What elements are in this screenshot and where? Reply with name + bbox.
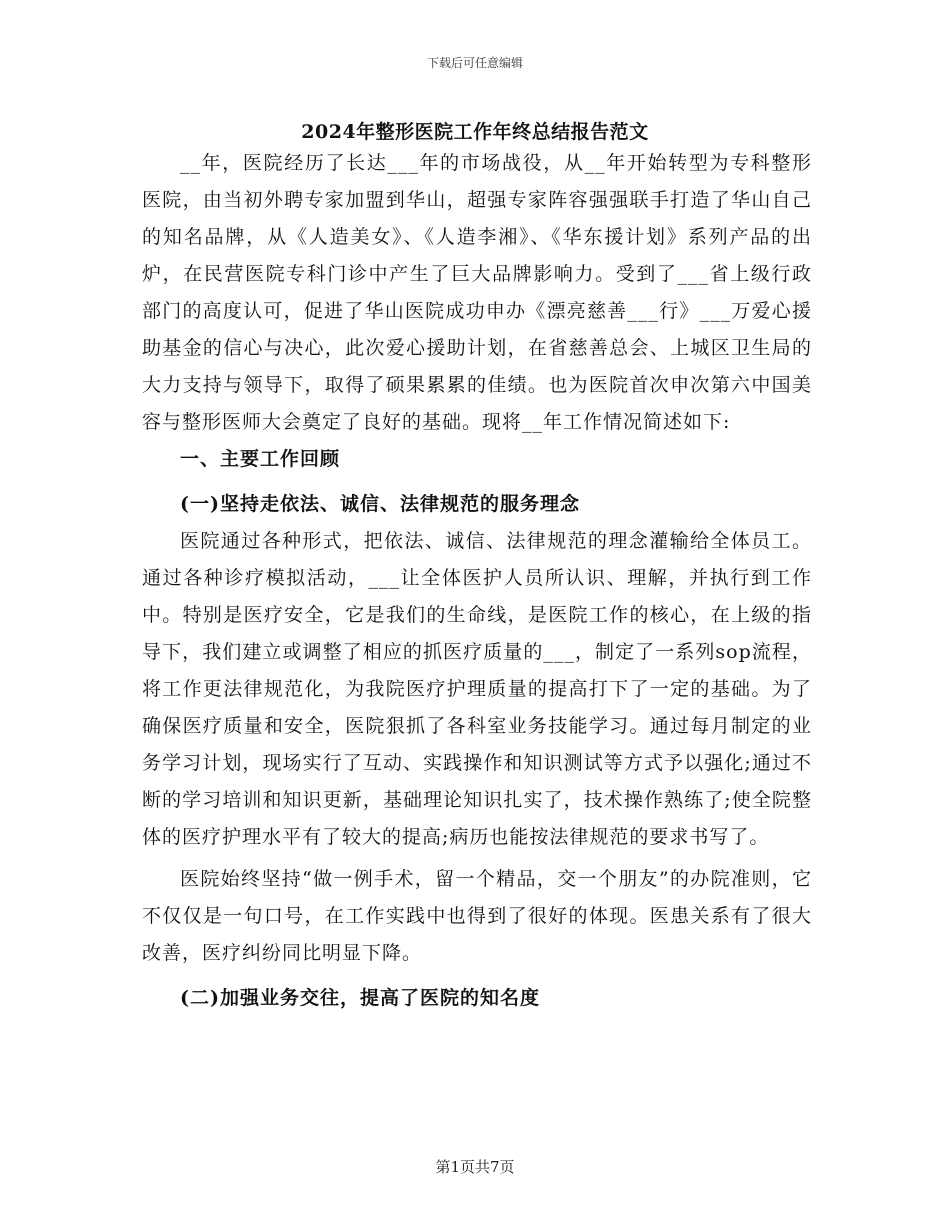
body-paragraph: 医院通过各种形式，把依法、诚信、法律规范的理念灌输给全体员工。通过各种诊疗模拟活动，___让全体医护人员所认识、理解，并执行到工作中。特别是医疗安全，它是我们的生命线，是医院工作的核心，在上级的指导下，我们建立或调整了相应的抓医疗质量的___，制定了一系列sop流程，将工作更法律规范化，为我院医疗护理质量的提高打下了一定的基础。为了确保医疗质量和安全，医院狠抓了各科室业务技能学习。通过每月制定的业务学习计划，现场实行了互动、实践操作和知识测试等方式予以强化;通过不断的学习培训和知识更新，基础理论知识扎实了，技术操作熟练了;使全院整体的医疗护理水平有了较大的提高;病历也能按法律规范的要求书写了。 xyxy=(142,530,812,848)
document-title: 2024年整形医院工作年终总结报告范文 xyxy=(301,121,649,143)
subsection-heading: (一)坚持走依法、诚信、法律规范的服务理念 xyxy=(180,493,580,515)
intro-paragraph: __年，医院经历了长达___年的市场战役，从__年开始转型为专科整形医院，由当初外聘专家加盟到华山，超强专家阵容强强联手打造了华山自己的知名品牌，从《人造美女》、《人造李湘》、《华东援计划》系列产品的出炉，在民营医院专科门诊中产生了巨大品牌影响力。受到了___省上级行政部门的高度认可，促进了华山医院成功申办《漂亮慈善___行》___万爱心援助基金的信心与决心，此次爱心援助计划，在省慈善总会、上城区卫生局的大力支持与领导下，取得了硕果累累的佳绩。也为医院首次申次第六中国美容与整形医师大会奠定了良好的基础。现将__年工作情况简述如下: xyxy=(142,152,812,433)
section-heading: 一、主要工作回顾 xyxy=(180,448,341,470)
page-number: 第1页共7页 xyxy=(435,1158,515,1176)
page-header: 下载后可任意编辑 xyxy=(426,56,523,70)
subsection-heading: (二)加强业务交往，提高了医院的知名度 xyxy=(180,987,540,1009)
body-paragraph: 医院始终坚持“做一例手术，留一个精品，交一个朋友”的办院准则，它不仅仅是一句口号，在工作实践中也得到了很好的体现。医患关系有了很大改善，医疗纠纷同比明显下降。 xyxy=(142,868,812,964)
document-body xyxy=(142,145,812,1017)
